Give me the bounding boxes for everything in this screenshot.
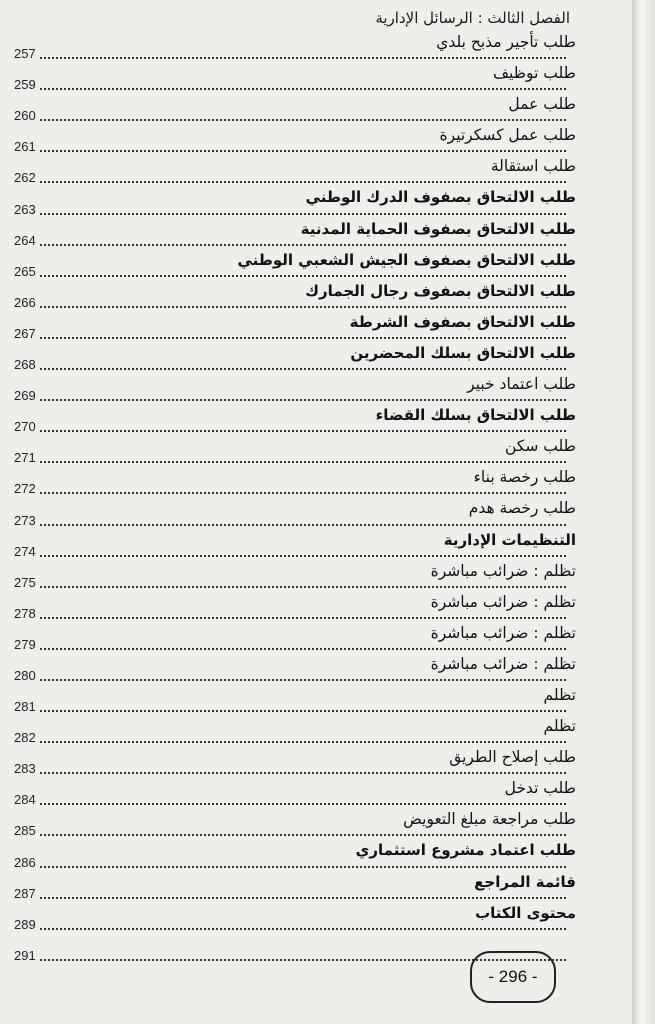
toc-title: طلب عمل (505, 95, 576, 113)
toc-title: طلب الالتحاق بسلك القضاء (373, 406, 576, 424)
toc-title: طلب اعتماد مشروع استثماري (353, 841, 576, 859)
toc-entry (14, 655, 576, 686)
toc-title: طلب الالتحاق بسلك المحضرين (347, 344, 576, 362)
toc-page-number: 289 (14, 916, 36, 932)
toc-page-number: 285 (14, 823, 36, 839)
toc-entry (14, 841, 576, 872)
dot-leader (36, 461, 566, 463)
toc-title: طلب عمل كسكرتيرة (437, 126, 576, 144)
toc-title: التنظيمات الإدارية (441, 531, 576, 549)
toc-page-number: 270 (14, 419, 36, 435)
toc-entry (14, 779, 576, 810)
toc-title: طلب مراجعة مبلغ التعويض (400, 810, 576, 828)
dot-leader (36, 492, 566, 494)
dot-leader (36, 337, 566, 339)
dot-leader (36, 555, 566, 557)
toc-page-number: 286 (14, 854, 36, 870)
page-edge (632, 0, 655, 1024)
toc-title: قائمة المراجع (471, 873, 576, 891)
dot-leader (36, 306, 566, 308)
toc-title: طلب إصلاح الطريق (446, 748, 576, 766)
toc-page-number: 281 (14, 699, 36, 715)
toc-title: طلب الالتحاق بصفوف الحماية المدنية (298, 220, 576, 238)
dot-leader (36, 213, 566, 215)
toc-title: محتوى الكتاب (472, 904, 576, 922)
toc-title: تظلم : ضرائب مباشرة (428, 562, 576, 580)
toc-page-number: 267 (14, 325, 36, 341)
dot-leader (36, 524, 566, 526)
dot-leader (36, 679, 566, 681)
toc-page-number: 272 (14, 481, 36, 497)
dot-leader (36, 430, 566, 432)
toc-entry (14, 437, 576, 468)
toc-page-number: 257 (14, 46, 36, 62)
dot-leader (36, 866, 566, 868)
toc-page-number: 273 (14, 512, 36, 528)
toc-page-number: 264 (14, 232, 36, 248)
toc-page-number: 269 (14, 388, 36, 404)
toc-title: طلب الالتحاق بصفوف الجيش الشعبي الوطني (234, 251, 576, 269)
toc-page-number: 282 (14, 730, 36, 746)
page-number-badge: - 296 - (470, 951, 556, 1003)
dot-leader (36, 803, 566, 805)
dot-leader (36, 710, 566, 712)
toc-entry (14, 313, 576, 344)
toc-title: طلب تدخل (502, 779, 576, 797)
toc-title: طلب الالتحاق بصفوف الشرطة (347, 313, 576, 331)
toc-title: طلب الالتحاق بصفوف رجال الجمارك (302, 282, 576, 300)
chapter-heading: الفصل الثالث : الرسائل الإدارية (375, 9, 570, 27)
dot-leader (36, 399, 566, 401)
dot-leader (36, 741, 566, 743)
toc-entry (14, 686, 576, 717)
toc-page-number: 274 (14, 543, 36, 559)
toc-page-number: 261 (14, 139, 36, 155)
dot-leader (36, 88, 566, 90)
toc-entry (14, 406, 576, 437)
toc-entry (14, 220, 576, 251)
toc-title: طلب اعتماد خبير (464, 375, 576, 393)
toc-entry (14, 95, 576, 126)
toc-page-number: 283 (14, 761, 36, 777)
toc-entry (14, 344, 576, 375)
toc-entry (14, 126, 576, 157)
dot-leader (36, 617, 566, 619)
toc-entry (14, 873, 576, 904)
toc-title: طلب رخصة هدم (466, 499, 576, 517)
toc-entry (14, 33, 576, 64)
toc-entry (14, 562, 576, 593)
dot-leader (36, 897, 566, 899)
toc-entry (14, 904, 576, 935)
toc-page-number: 260 (14, 108, 36, 124)
toc-entry (14, 499, 576, 530)
toc-page-number: 284 (14, 792, 36, 808)
toc-entry (14, 251, 576, 282)
toc-page-number: 271 (14, 450, 36, 466)
dot-leader (36, 834, 566, 836)
toc-title: طلب توظيف (490, 64, 576, 82)
dot-leader (36, 119, 566, 121)
toc-page-number: 291 (14, 947, 36, 963)
dot-leader (36, 275, 566, 277)
toc-title: طلب استقالة (488, 157, 576, 175)
toc-title: تظلم (541, 686, 576, 704)
toc-entry (14, 810, 576, 841)
dot-leader (36, 772, 566, 774)
toc-page-number: 268 (14, 357, 36, 373)
toc-entry (14, 375, 576, 406)
toc-entry (14, 624, 576, 655)
toc-page-number: 263 (14, 201, 36, 217)
toc-page-number: 259 (14, 77, 36, 93)
toc-entry (14, 64, 576, 95)
toc-page-number: 280 (14, 667, 36, 683)
toc-entry (14, 188, 576, 219)
toc-title: طلب الالتحاق بصفوف الدرك الوطني (303, 188, 576, 206)
dot-leader (36, 181, 566, 183)
toc-title: تظلم (541, 717, 576, 735)
toc-page-number: 262 (14, 170, 36, 186)
dot-leader (36, 368, 566, 370)
toc-entry (14, 531, 576, 562)
toc-page-number: 266 (14, 294, 36, 310)
dot-leader (36, 648, 566, 650)
toc-page-number: 279 (14, 636, 36, 652)
dot-leader (36, 57, 566, 59)
dot-leader (36, 244, 566, 246)
toc-page-number: 275 (14, 574, 36, 590)
toc-page-number: 287 (14, 885, 36, 901)
table-of-contents (14, 33, 576, 966)
toc-title: طلب سكن (502, 437, 576, 455)
dot-leader (36, 586, 566, 588)
toc-entry (14, 748, 576, 779)
dot-leader (36, 150, 566, 152)
dot-leader (36, 928, 566, 930)
toc-entry (14, 282, 576, 313)
toc-title: تظلم : ضرائب مباشرة (428, 655, 576, 673)
toc-title: تظلم : ضرائب مباشرة (428, 593, 576, 611)
toc-entry (14, 717, 576, 748)
toc-title: طلب رخصة بناء (471, 468, 576, 486)
toc-entry (14, 593, 576, 624)
toc-entry (14, 468, 576, 499)
toc-page-number: 278 (14, 605, 36, 621)
toc-title: تظلم : ضرائب مباشرة (428, 624, 576, 642)
toc-title: طلب تأجير مذبح بلدي (433, 33, 576, 51)
toc-entry (14, 157, 576, 188)
toc-page-number: 265 (14, 263, 36, 279)
